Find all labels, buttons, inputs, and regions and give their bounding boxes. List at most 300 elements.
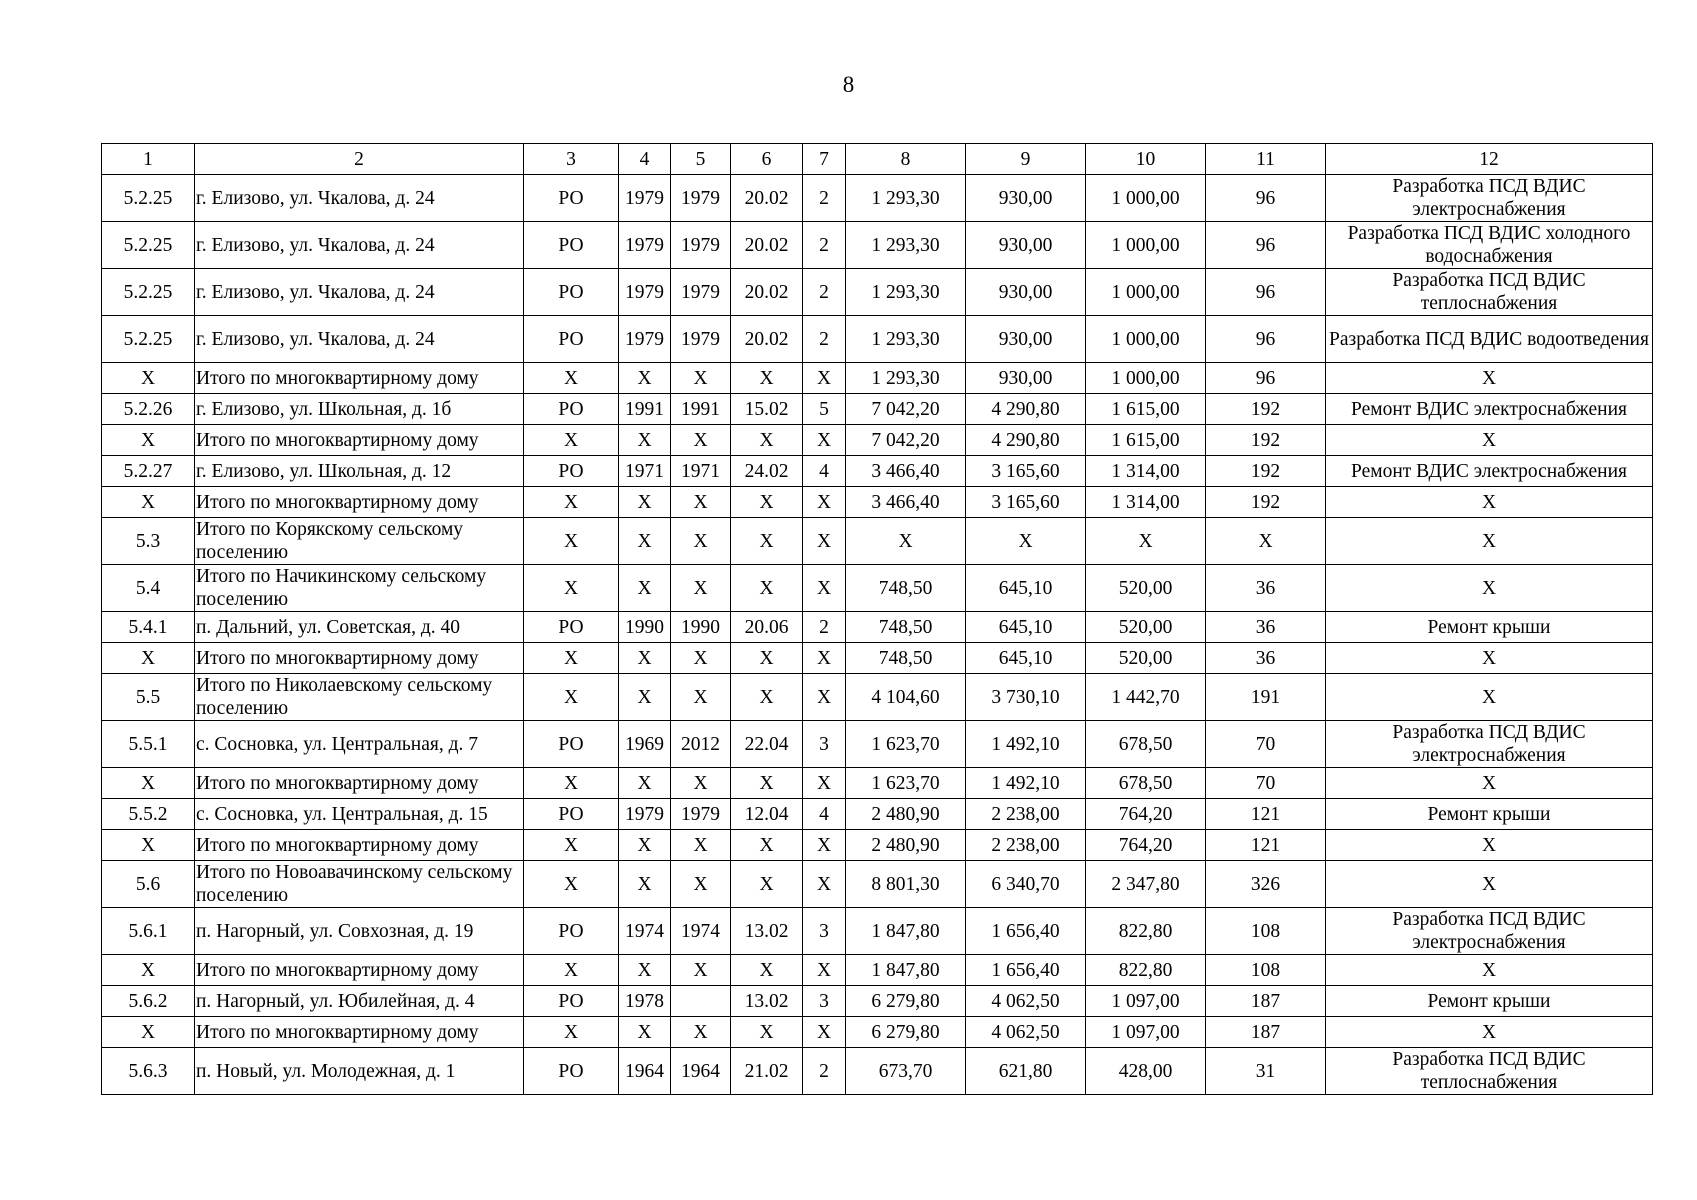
- deadline-cell: 20.02: [731, 269, 803, 316]
- deadline-cell: 24.02: [731, 456, 803, 487]
- row-number-cell: 5.3: [102, 518, 195, 565]
- total-area-cell: 1 623,70: [846, 768, 966, 799]
- deadline-cell: 20.02: [731, 222, 803, 269]
- year-built-cell: X: [619, 955, 671, 986]
- residents-cell: 31: [1206, 1048, 1326, 1095]
- living-area-cell: 2 238,00: [966, 830, 1086, 861]
- floors-cell: X: [803, 955, 846, 986]
- table-row: [102, 674, 1653, 721]
- year-commissioned-cell: X: [671, 425, 731, 456]
- floors-cell: 2: [803, 175, 846, 222]
- total-area-cell: 8 801,30: [846, 861, 966, 908]
- row-number-cell: 5.4: [102, 565, 195, 612]
- year-commissioned-cell: X: [671, 643, 731, 674]
- year-commissioned-cell: X: [671, 674, 731, 721]
- year-built-cell: X: [619, 674, 671, 721]
- work-type-cell: X: [1326, 955, 1653, 986]
- floors-cell: 5: [803, 394, 846, 425]
- year-commissioned-cell: 1964: [671, 1048, 731, 1095]
- ownership-cell: X: [524, 768, 619, 799]
- year-commissioned-cell: 2012: [671, 721, 731, 768]
- ownership-cell: РО: [524, 1048, 619, 1095]
- deadline-cell: X: [731, 425, 803, 456]
- floors-cell: 2: [803, 612, 846, 643]
- floors-cell: 2: [803, 316, 846, 363]
- floors-cell: 4: [803, 456, 846, 487]
- living-area-cell: 1 656,40: [966, 908, 1086, 955]
- year-built-cell: 1969: [619, 721, 671, 768]
- work-type-cell: X: [1326, 861, 1653, 908]
- row-number-cell: X: [102, 955, 195, 986]
- row-number-cell: 5.6.3: [102, 1048, 195, 1095]
- residents-cell: 187: [1206, 986, 1326, 1017]
- header-row: [102, 144, 1653, 175]
- work-type-cell: Ремонт крыши: [1326, 986, 1653, 1017]
- ownership-cell: РО: [524, 721, 619, 768]
- year-built-cell: X: [619, 425, 671, 456]
- cost-cell: 520,00: [1086, 612, 1206, 643]
- year-built-cell: 1974: [619, 908, 671, 955]
- ownership-cell: X: [524, 518, 619, 565]
- cost-cell: X: [1086, 518, 1206, 565]
- address-cell: п. Новый, ул. Молодежная, д. 1: [195, 1048, 524, 1095]
- year-commissioned-cell: [671, 986, 731, 1017]
- header-cell: 9: [966, 144, 1086, 175]
- living-area-cell: 2 238,00: [966, 799, 1086, 830]
- table-row: [102, 612, 1653, 643]
- residents-cell: 108: [1206, 908, 1326, 955]
- residents-cell: 96: [1206, 222, 1326, 269]
- total-area-cell: 748,50: [846, 565, 966, 612]
- row-number-cell: 5.6.2: [102, 986, 195, 1017]
- floors-cell: X: [803, 768, 846, 799]
- residents-cell: 192: [1206, 394, 1326, 425]
- total-area-cell: 2 480,90: [846, 830, 966, 861]
- year-commissioned-cell: X: [671, 955, 731, 986]
- year-built-cell: X: [619, 768, 671, 799]
- table-row: [102, 643, 1653, 674]
- table-row: [102, 175, 1653, 222]
- header-cell: 8: [846, 144, 966, 175]
- year-built-cell: X: [619, 643, 671, 674]
- year-commissioned-cell: 1979: [671, 222, 731, 269]
- total-area-cell: 6 279,80: [846, 1017, 966, 1048]
- deadline-cell: 22.04: [731, 721, 803, 768]
- living-area-cell: 930,00: [966, 316, 1086, 363]
- work-type-cell: Ремонт ВДИС электроснабжения: [1326, 456, 1653, 487]
- floors-cell: X: [803, 861, 846, 908]
- living-area-cell: 645,10: [966, 565, 1086, 612]
- ownership-cell: РО: [524, 394, 619, 425]
- address-cell: г. Елизово, ул. Школьная, д. 1б: [195, 394, 524, 425]
- table-row: [102, 222, 1653, 269]
- deadline-cell: X: [731, 861, 803, 908]
- deadline-cell: X: [731, 643, 803, 674]
- work-type-cell: Разработка ПСД ВДИС электроснабжения: [1326, 175, 1653, 222]
- floors-cell: 2: [803, 222, 846, 269]
- cost-cell: 2 347,80: [1086, 861, 1206, 908]
- row-number-cell: 5.4.1: [102, 612, 195, 643]
- address-cell: Итого по многоквартирному дому: [195, 955, 524, 986]
- row-number-cell: X: [102, 643, 195, 674]
- ownership-cell: X: [524, 830, 619, 861]
- total-area-cell: 6 279,80: [846, 986, 966, 1017]
- cost-cell: 428,00: [1086, 1048, 1206, 1095]
- address-cell: Итого по многоквартирному дому: [195, 425, 524, 456]
- header-cell: 6: [731, 144, 803, 175]
- address-cell: п. Дальний, ул. Советская, д. 40: [195, 612, 524, 643]
- cost-cell: 1 097,00: [1086, 986, 1206, 1017]
- total-area-cell: 1 293,30: [846, 222, 966, 269]
- cost-cell: 764,20: [1086, 830, 1206, 861]
- cost-cell: 1 615,00: [1086, 394, 1206, 425]
- table-row: [102, 861, 1653, 908]
- living-area-cell: 645,10: [966, 643, 1086, 674]
- floors-cell: X: [803, 518, 846, 565]
- address-cell: Итого по многоквартирному дому: [195, 487, 524, 518]
- year-built-cell: X: [619, 565, 671, 612]
- floors-cell: X: [803, 363, 846, 394]
- work-type-cell: Разработка ПСД ВДИС электроснабжения: [1326, 721, 1653, 768]
- residents-cell: 326: [1206, 861, 1326, 908]
- work-type-cell: Разработка ПСД ВДИС электроснабжения: [1326, 908, 1653, 955]
- year-commissioned-cell: 1990: [671, 612, 731, 643]
- cost-cell: 1 442,70: [1086, 674, 1206, 721]
- residents-cell: 70: [1206, 721, 1326, 768]
- deadline-cell: 15.02: [731, 394, 803, 425]
- total-area-cell: 748,50: [846, 643, 966, 674]
- cost-cell: 822,80: [1086, 955, 1206, 986]
- total-area-cell: 3 466,40: [846, 456, 966, 487]
- living-area-cell: X: [966, 518, 1086, 565]
- residents-cell: 36: [1206, 643, 1326, 674]
- address-cell: с. Сосновка, ул. Центральная, д. 7: [195, 721, 524, 768]
- ownership-cell: X: [524, 861, 619, 908]
- ownership-cell: X: [524, 1017, 619, 1048]
- row-number-cell: 5.6: [102, 861, 195, 908]
- table-row: [102, 955, 1653, 986]
- cost-cell: 1 615,00: [1086, 425, 1206, 456]
- table-body: [102, 144, 1653, 1095]
- year-commissioned-cell: 1979: [671, 316, 731, 363]
- deadline-cell: 13.02: [731, 986, 803, 1017]
- work-type-cell: Ремонт ВДИС электроснабжения: [1326, 394, 1653, 425]
- table-row: [102, 394, 1653, 425]
- year-built-cell: 1979: [619, 269, 671, 316]
- cost-cell: 1 000,00: [1086, 363, 1206, 394]
- table-row: [102, 986, 1653, 1017]
- year-commissioned-cell: 1974: [671, 908, 731, 955]
- total-area-cell: 1 293,30: [846, 175, 966, 222]
- total-area-cell: 1 293,30: [846, 316, 966, 363]
- total-area-cell: 1 847,80: [846, 955, 966, 986]
- deadline-cell: 20.02: [731, 316, 803, 363]
- year-commissioned-cell: X: [671, 1017, 731, 1048]
- table-row: [102, 456, 1653, 487]
- floors-cell: X: [803, 425, 846, 456]
- deadline-cell: X: [731, 1017, 803, 1048]
- total-area-cell: 1 623,70: [846, 721, 966, 768]
- year-built-cell: 1979: [619, 799, 671, 830]
- address-cell: г. Елизово, ул. Чкалова, д. 24: [195, 175, 524, 222]
- row-number-cell: 5.2.25: [102, 175, 195, 222]
- total-area-cell: 1 293,30: [846, 363, 966, 394]
- table-row: [102, 487, 1653, 518]
- work-type-cell: Ремонт крыши: [1326, 612, 1653, 643]
- living-area-cell: 1 656,40: [966, 955, 1086, 986]
- row-number-cell: 5.6.1: [102, 908, 195, 955]
- year-commissioned-cell: X: [671, 861, 731, 908]
- residents-cell: 96: [1206, 175, 1326, 222]
- work-type-cell: Разработка ПСД ВДИС теплоснабжения: [1326, 269, 1653, 316]
- living-area-cell: 930,00: [966, 175, 1086, 222]
- year-built-cell: X: [619, 487, 671, 518]
- residents-cell: 192: [1206, 456, 1326, 487]
- housing-repair-table: [101, 143, 1653, 1095]
- header-cell: 3: [524, 144, 619, 175]
- ownership-cell: РО: [524, 222, 619, 269]
- address-cell: Итого по многоквартирному дому: [195, 363, 524, 394]
- work-type-cell: Ремонт крыши: [1326, 799, 1653, 830]
- page-number: 8: [842, 72, 855, 97]
- ownership-cell: X: [524, 643, 619, 674]
- row-number-cell: 5.2.25: [102, 269, 195, 316]
- floors-cell: 3: [803, 721, 846, 768]
- residents-cell: 70: [1206, 768, 1326, 799]
- table-row: [102, 768, 1653, 799]
- deadline-cell: X: [731, 955, 803, 986]
- cost-cell: 678,50: [1086, 721, 1206, 768]
- address-cell: Итого по многоквартирному дому: [195, 1017, 524, 1048]
- total-area-cell: 3 466,40: [846, 487, 966, 518]
- year-commissioned-cell: 1979: [671, 799, 731, 830]
- living-area-cell: 930,00: [966, 269, 1086, 316]
- ownership-cell: РО: [524, 456, 619, 487]
- total-area-cell: 7 042,20: [846, 425, 966, 456]
- floors-cell: X: [803, 830, 846, 861]
- work-type-cell: X: [1326, 487, 1653, 518]
- row-number-cell: 5.2.25: [102, 222, 195, 269]
- header-cell: 1: [102, 144, 195, 175]
- residents-cell: X: [1206, 518, 1326, 565]
- work-type-cell: Разработка ПСД ВДИС холодного водоснабжения: [1326, 222, 1653, 269]
- ownership-cell: X: [524, 674, 619, 721]
- table-row: [102, 1048, 1653, 1095]
- work-type-cell: X: [1326, 425, 1653, 456]
- work-type-cell: X: [1326, 768, 1653, 799]
- row-number-cell: 5.5.2: [102, 799, 195, 830]
- ownership-cell: РО: [524, 175, 619, 222]
- year-built-cell: X: [619, 1017, 671, 1048]
- living-area-cell: 1 492,10: [966, 768, 1086, 799]
- row-number-cell: X: [102, 830, 195, 861]
- year-commissioned-cell: X: [671, 518, 731, 565]
- deadline-cell: 20.06: [731, 612, 803, 643]
- header-cell: 4: [619, 144, 671, 175]
- cost-cell: 520,00: [1086, 643, 1206, 674]
- year-commissioned-cell: X: [671, 565, 731, 612]
- residents-cell: 191: [1206, 674, 1326, 721]
- residents-cell: 36: [1206, 565, 1326, 612]
- residents-cell: 108: [1206, 955, 1326, 986]
- floors-cell: 2: [803, 269, 846, 316]
- work-type-cell: Разработка ПСД ВДИС теплоснабжения: [1326, 1048, 1653, 1095]
- work-type-cell: X: [1326, 363, 1653, 394]
- deadline-cell: 21.02: [731, 1048, 803, 1095]
- row-number-cell: X: [102, 487, 195, 518]
- year-built-cell: X: [619, 861, 671, 908]
- deadline-cell: X: [731, 830, 803, 861]
- year-built-cell: 1979: [619, 175, 671, 222]
- cost-cell: 1 000,00: [1086, 316, 1206, 363]
- cost-cell: 764,20: [1086, 799, 1206, 830]
- row-number-cell: 5.2.25: [102, 316, 195, 363]
- ownership-cell: X: [524, 955, 619, 986]
- residents-cell: 121: [1206, 830, 1326, 861]
- ownership-cell: РО: [524, 269, 619, 316]
- ownership-cell: X: [524, 363, 619, 394]
- total-area-cell: 1 293,30: [846, 269, 966, 316]
- floors-cell: X: [803, 565, 846, 612]
- living-area-cell: 3 165,60: [966, 487, 1086, 518]
- address-cell: г. Елизово, ул. Чкалова, д. 24: [195, 222, 524, 269]
- table-row: [102, 425, 1653, 456]
- address-cell: г. Елизово, ул. Чкалова, д. 24: [195, 316, 524, 363]
- work-type-cell: Разработка ПСД ВДИС водоотведения: [1326, 316, 1653, 363]
- living-area-cell: 930,00: [966, 222, 1086, 269]
- year-commissioned-cell: 1979: [671, 175, 731, 222]
- floors-cell: 3: [803, 986, 846, 1017]
- table-row: [102, 565, 1653, 612]
- address-cell: Итого по Начикинскому сельскому поселению: [195, 565, 524, 612]
- work-type-cell: X: [1326, 1017, 1653, 1048]
- address-cell: Итого по Николаевскому сельскому поселению: [195, 674, 524, 721]
- ownership-cell: РО: [524, 612, 619, 643]
- row-number-cell: X: [102, 425, 195, 456]
- table-row: [102, 316, 1653, 363]
- residents-cell: 96: [1206, 363, 1326, 394]
- total-area-cell: 4 104,60: [846, 674, 966, 721]
- year-built-cell: X: [619, 363, 671, 394]
- deadline-cell: 12.04: [731, 799, 803, 830]
- cost-cell: 1 000,00: [1086, 175, 1206, 222]
- living-area-cell: 621,80: [966, 1048, 1086, 1095]
- table-row: [102, 830, 1653, 861]
- deadline-cell: X: [731, 518, 803, 565]
- year-built-cell: 1990: [619, 612, 671, 643]
- total-area-cell: 673,70: [846, 1048, 966, 1095]
- floors-cell: 4: [803, 799, 846, 830]
- cost-cell: 520,00: [1086, 565, 1206, 612]
- deadline-cell: 20.02: [731, 175, 803, 222]
- year-built-cell: 1971: [619, 456, 671, 487]
- deadline-cell: X: [731, 487, 803, 518]
- work-type-cell: X: [1326, 830, 1653, 861]
- work-type-cell: X: [1326, 674, 1653, 721]
- row-number-cell: X: [102, 768, 195, 799]
- address-cell: г. Елизово, ул. Чкалова, д. 24: [195, 269, 524, 316]
- ownership-cell: X: [524, 487, 619, 518]
- ownership-cell: РО: [524, 316, 619, 363]
- living-area-cell: 1 492,10: [966, 721, 1086, 768]
- work-type-cell: X: [1326, 518, 1653, 565]
- header-cell: 2: [195, 144, 524, 175]
- row-number-cell: 5.5.1: [102, 721, 195, 768]
- living-area-cell: 6 340,70: [966, 861, 1086, 908]
- ownership-cell: X: [524, 425, 619, 456]
- cost-cell: 1 000,00: [1086, 222, 1206, 269]
- year-built-cell: X: [619, 518, 671, 565]
- floors-cell: X: [803, 487, 846, 518]
- living-area-cell: 645,10: [966, 612, 1086, 643]
- residents-cell: 96: [1206, 316, 1326, 363]
- address-cell: Итого по многоквартирному дому: [195, 768, 524, 799]
- ownership-cell: X: [524, 565, 619, 612]
- year-commissioned-cell: X: [671, 363, 731, 394]
- total-area-cell: 1 847,80: [846, 908, 966, 955]
- year-commissioned-cell: 1991: [671, 394, 731, 425]
- deadline-cell: X: [731, 768, 803, 799]
- row-number-cell: X: [102, 363, 195, 394]
- total-area-cell: X: [846, 518, 966, 565]
- year-commissioned-cell: X: [671, 830, 731, 861]
- header-cell: 7: [803, 144, 846, 175]
- year-built-cell: X: [619, 830, 671, 861]
- ownership-cell: РО: [524, 908, 619, 955]
- year-commissioned-cell: 1979: [671, 269, 731, 316]
- year-commissioned-cell: X: [671, 487, 731, 518]
- total-area-cell: 7 042,20: [846, 394, 966, 425]
- deadline-cell: X: [731, 674, 803, 721]
- table-row: [102, 799, 1653, 830]
- table-row: [102, 363, 1653, 394]
- cost-cell: 1 314,00: [1086, 487, 1206, 518]
- header-cell: 12: [1326, 144, 1653, 175]
- deadline-cell: X: [731, 363, 803, 394]
- address-cell: с. Сосновка, ул. Центральная, д. 15: [195, 799, 524, 830]
- address-cell: г. Елизово, ул. Школьная, д. 12: [195, 456, 524, 487]
- deadline-cell: X: [731, 565, 803, 612]
- address-cell: Итого по Корякскому сельскому поселению: [195, 518, 524, 565]
- ownership-cell: РО: [524, 986, 619, 1017]
- row-number-cell: 5.2.26: [102, 394, 195, 425]
- address-cell: Итого по многоквартирному дому: [195, 830, 524, 861]
- cost-cell: 678,50: [1086, 768, 1206, 799]
- cost-cell: 822,80: [1086, 908, 1206, 955]
- cost-cell: 1 097,00: [1086, 1017, 1206, 1048]
- deadline-cell: 13.02: [731, 908, 803, 955]
- address-cell: п. Нагорный, ул. Юбилейная, д. 4: [195, 986, 524, 1017]
- living-area-cell: 930,00: [966, 363, 1086, 394]
- year-commissioned-cell: X: [671, 768, 731, 799]
- year-built-cell: 1964: [619, 1048, 671, 1095]
- year-built-cell: 1979: [619, 316, 671, 363]
- year-commissioned-cell: 1971: [671, 456, 731, 487]
- floors-cell: 2: [803, 1048, 846, 1095]
- residents-cell: 187: [1206, 1017, 1326, 1048]
- residents-cell: 36: [1206, 612, 1326, 643]
- year-built-cell: 1991: [619, 394, 671, 425]
- row-number-cell: 5.2.27: [102, 456, 195, 487]
- header-cell: 5: [671, 144, 731, 175]
- work-type-cell: X: [1326, 643, 1653, 674]
- address-cell: Итого по Новоавачинскому сельскому поселению: [195, 861, 524, 908]
- table-row: [102, 518, 1653, 565]
- living-area-cell: 4 062,50: [966, 986, 1086, 1017]
- row-number-cell: 5.5: [102, 674, 195, 721]
- living-area-cell: 4 062,50: [966, 1017, 1086, 1048]
- floors-cell: X: [803, 1017, 846, 1048]
